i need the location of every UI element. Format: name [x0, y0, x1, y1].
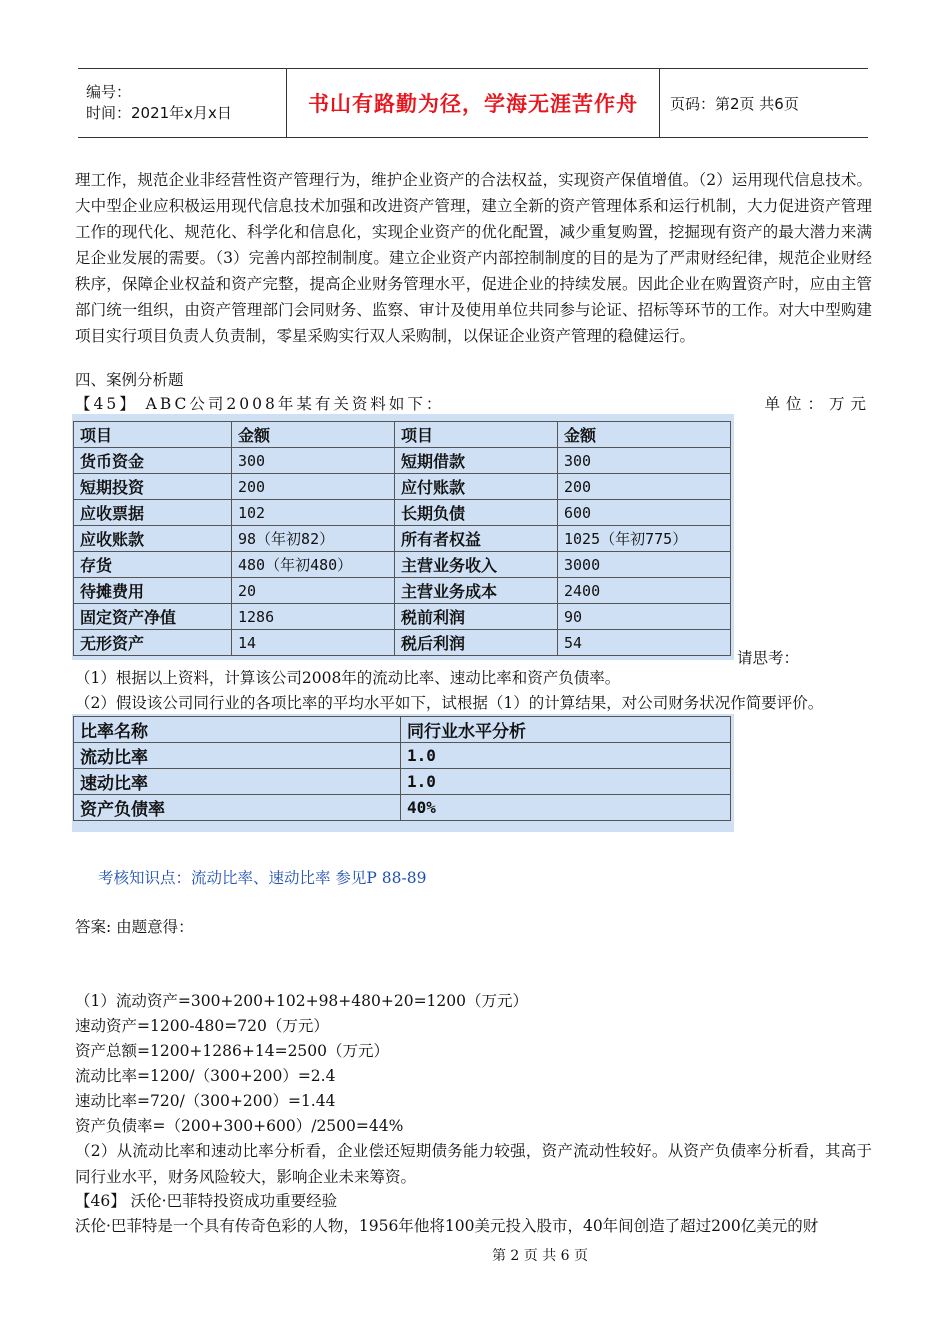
table-cell: 货币资金 — [74, 448, 232, 474]
table-cell: 300 — [232, 448, 395, 474]
table-row — [74, 795, 731, 821]
answer-label: 答案: 由题意得： — [75, 918, 194, 936]
header-meta — [78, 69, 287, 137]
table-row — [74, 474, 731, 500]
table-cell: 14 — [232, 630, 395, 656]
table-cell: 短期借款 — [395, 448, 558, 474]
table-cell: 应收票据 — [74, 500, 232, 526]
table-row — [74, 552, 731, 578]
case46-title: 【46】 沃伦·巴菲特投资成功重要经验 — [75, 1192, 338, 1210]
table-cell: 1286 — [232, 604, 395, 630]
evaluation-paragraph: （2）从流动比率和速动比率分析看，企业偿还短期债务能力较强，资产流动性较好。从资产负债率分析看，其高于同行业水平，财务风险较大，影响企业未来筹资。 — [75, 1142, 872, 1186]
table-cell: 600 — [558, 500, 731, 526]
calc-line: （1）流动资产=300+200+102+98+480+20=1200（万元） — [75, 992, 529, 1010]
table-cell: 3000 — [558, 552, 731, 578]
table-cell: 20 — [232, 578, 395, 604]
ratio-header-row — [74, 717, 731, 743]
table-cell: 1.0 — [401, 769, 731, 795]
intro-paragraph: 理工作，规范企业非经营性资产管理行为，维护企业资产的合法权益，实现资产保值增值。（2）运用现代信息技术。大中型企业应积极运用现代信息技术加强和改进资产管理，建立全新的资产管理体系和运行机制，大力促进资产管理工作的现代化、规范化、科学化和信息化，实现企业资产的优化配置，减少重复购置，挖掘现有资产的最大潜力来满足企业发展的需要。（3）完善内部控制制度。建立企业资产内部控制制度的目的是为了严肃财经纪律，规范企业财经秩序，保障企业权益和资产完整，提高企业财务管理水平，促进企业的持续发展。因此企业在购置资产时，应由主管部门统一组织，由资产管理部门会同财务、监察、审计及使用单位共同参与论证、招标等环节的工作。对大中型购建项目实行项目负责人负责制，零星采购实行双人采购制，以保证企业资产管理的稳健运行。 — [75, 171, 872, 345]
calc-line: 资产总额=1200+1286+14=2500（万元） — [75, 1042, 390, 1060]
table-header-row — [74, 422, 731, 448]
table-cell: 存货 — [74, 552, 232, 578]
table-cell: 98（年初82） — [232, 526, 395, 552]
calc-line: 资产负债率=（200+300+600）/2500=44% — [75, 1117, 404, 1135]
table-row — [74, 604, 731, 630]
unit-label: 单位：万元 — [764, 395, 872, 413]
header-cell: 金额 — [232, 422, 395, 448]
section-title: 四、案例分析题 — [75, 371, 184, 389]
case46-text: 沃伦·巴菲特是一个具有传奇色彩的人物，1956年他将100美元投入股市，40年间创造了超过200亿美元的财 — [75, 1217, 819, 1235]
motto: 书山有路勤为径，学海无涯苦作舟 — [308, 92, 638, 116]
table-cell: 流动比率 — [74, 743, 401, 769]
table-cell: 固定资产净值 — [74, 604, 232, 630]
header-cell: 金额 — [558, 422, 731, 448]
table-cell: 无形资产 — [74, 630, 232, 656]
question-2: （2）假设该公司同行业的各项比率的平均水平如下，试根据（1）的计算结果，对公司财务状况作简要评价。 — [75, 694, 824, 712]
table-row — [74, 578, 731, 604]
header-motto-cell — [287, 69, 660, 137]
table-cell: 200 — [232, 474, 395, 500]
table-cell: 54 — [558, 630, 731, 656]
table-cell: 速动比率 — [74, 769, 401, 795]
table-cell: 40% — [401, 795, 731, 821]
table-row — [74, 769, 731, 795]
number-label: 编号： — [86, 83, 132, 101]
calc-line: 速动资产=1200-480=720（万元） — [75, 1017, 329, 1035]
balance-table — [73, 421, 731, 656]
table-row — [74, 448, 731, 474]
table-cell: 长期负债 — [395, 500, 558, 526]
table-cell: 资产负债率 — [74, 795, 401, 821]
table-cell: 300 — [558, 448, 731, 474]
calc-line: 流动比率=1200/（300+200）=2.4 — [75, 1067, 336, 1085]
header-cell: 比率名称 — [74, 717, 401, 743]
table-cell: 480（年初480） — [232, 552, 395, 578]
table-row — [74, 526, 731, 552]
ratio-table — [73, 716, 731, 821]
table-cell: 短期投资 — [74, 474, 232, 500]
header-cell: 项目 — [395, 422, 558, 448]
table-cell: 2400 — [558, 578, 731, 604]
table-cell: 税前利润 — [395, 604, 558, 630]
table-cell: 90 — [558, 604, 731, 630]
table-cell: 应收账款 — [74, 526, 232, 552]
table-cell: 200 — [558, 474, 731, 500]
table-row — [74, 630, 731, 656]
think-label: 请思考： — [737, 649, 800, 667]
header-cell: 同行业水平分析 — [401, 717, 731, 743]
page-header — [78, 68, 868, 138]
table-cell: 1.0 — [401, 743, 731, 769]
knowledge-point: 考核知识点：流动比率、速动比率 参见P 88-89 — [98, 869, 427, 887]
page-footer: 第 2 页 共 6 页 — [491, 1248, 589, 1264]
table-cell: 税后利润 — [395, 630, 558, 656]
table-cell: 主营业务成本 — [395, 578, 558, 604]
table-cell: 主营业务收入 — [395, 552, 558, 578]
header-cell: 项目 — [74, 422, 232, 448]
time-label: 时间：2021年x月x日 — [86, 104, 232, 122]
table-row — [74, 500, 731, 526]
question-1: （1）根据以上资料，计算该公司2008年的流动比率、速动比率和资产负债率。 — [75, 669, 621, 687]
page-label: 页码：第2页 共6页 — [670, 94, 799, 113]
table-cell: 所有者权益 — [395, 526, 558, 552]
case45-intro: 【45】 ABC公司2008年某有关资料如下： — [75, 395, 445, 413]
table-cell: 应付账款 — [395, 474, 558, 500]
table-cell: 102 — [232, 500, 395, 526]
header-page-cell — [660, 69, 868, 137]
calc-line: 速动比率=720/（300+200）=1.44 — [75, 1092, 336, 1110]
table-cell: 待摊费用 — [74, 578, 232, 604]
table-cell: 1025（年初775） — [558, 526, 731, 552]
table-row — [74, 743, 731, 769]
